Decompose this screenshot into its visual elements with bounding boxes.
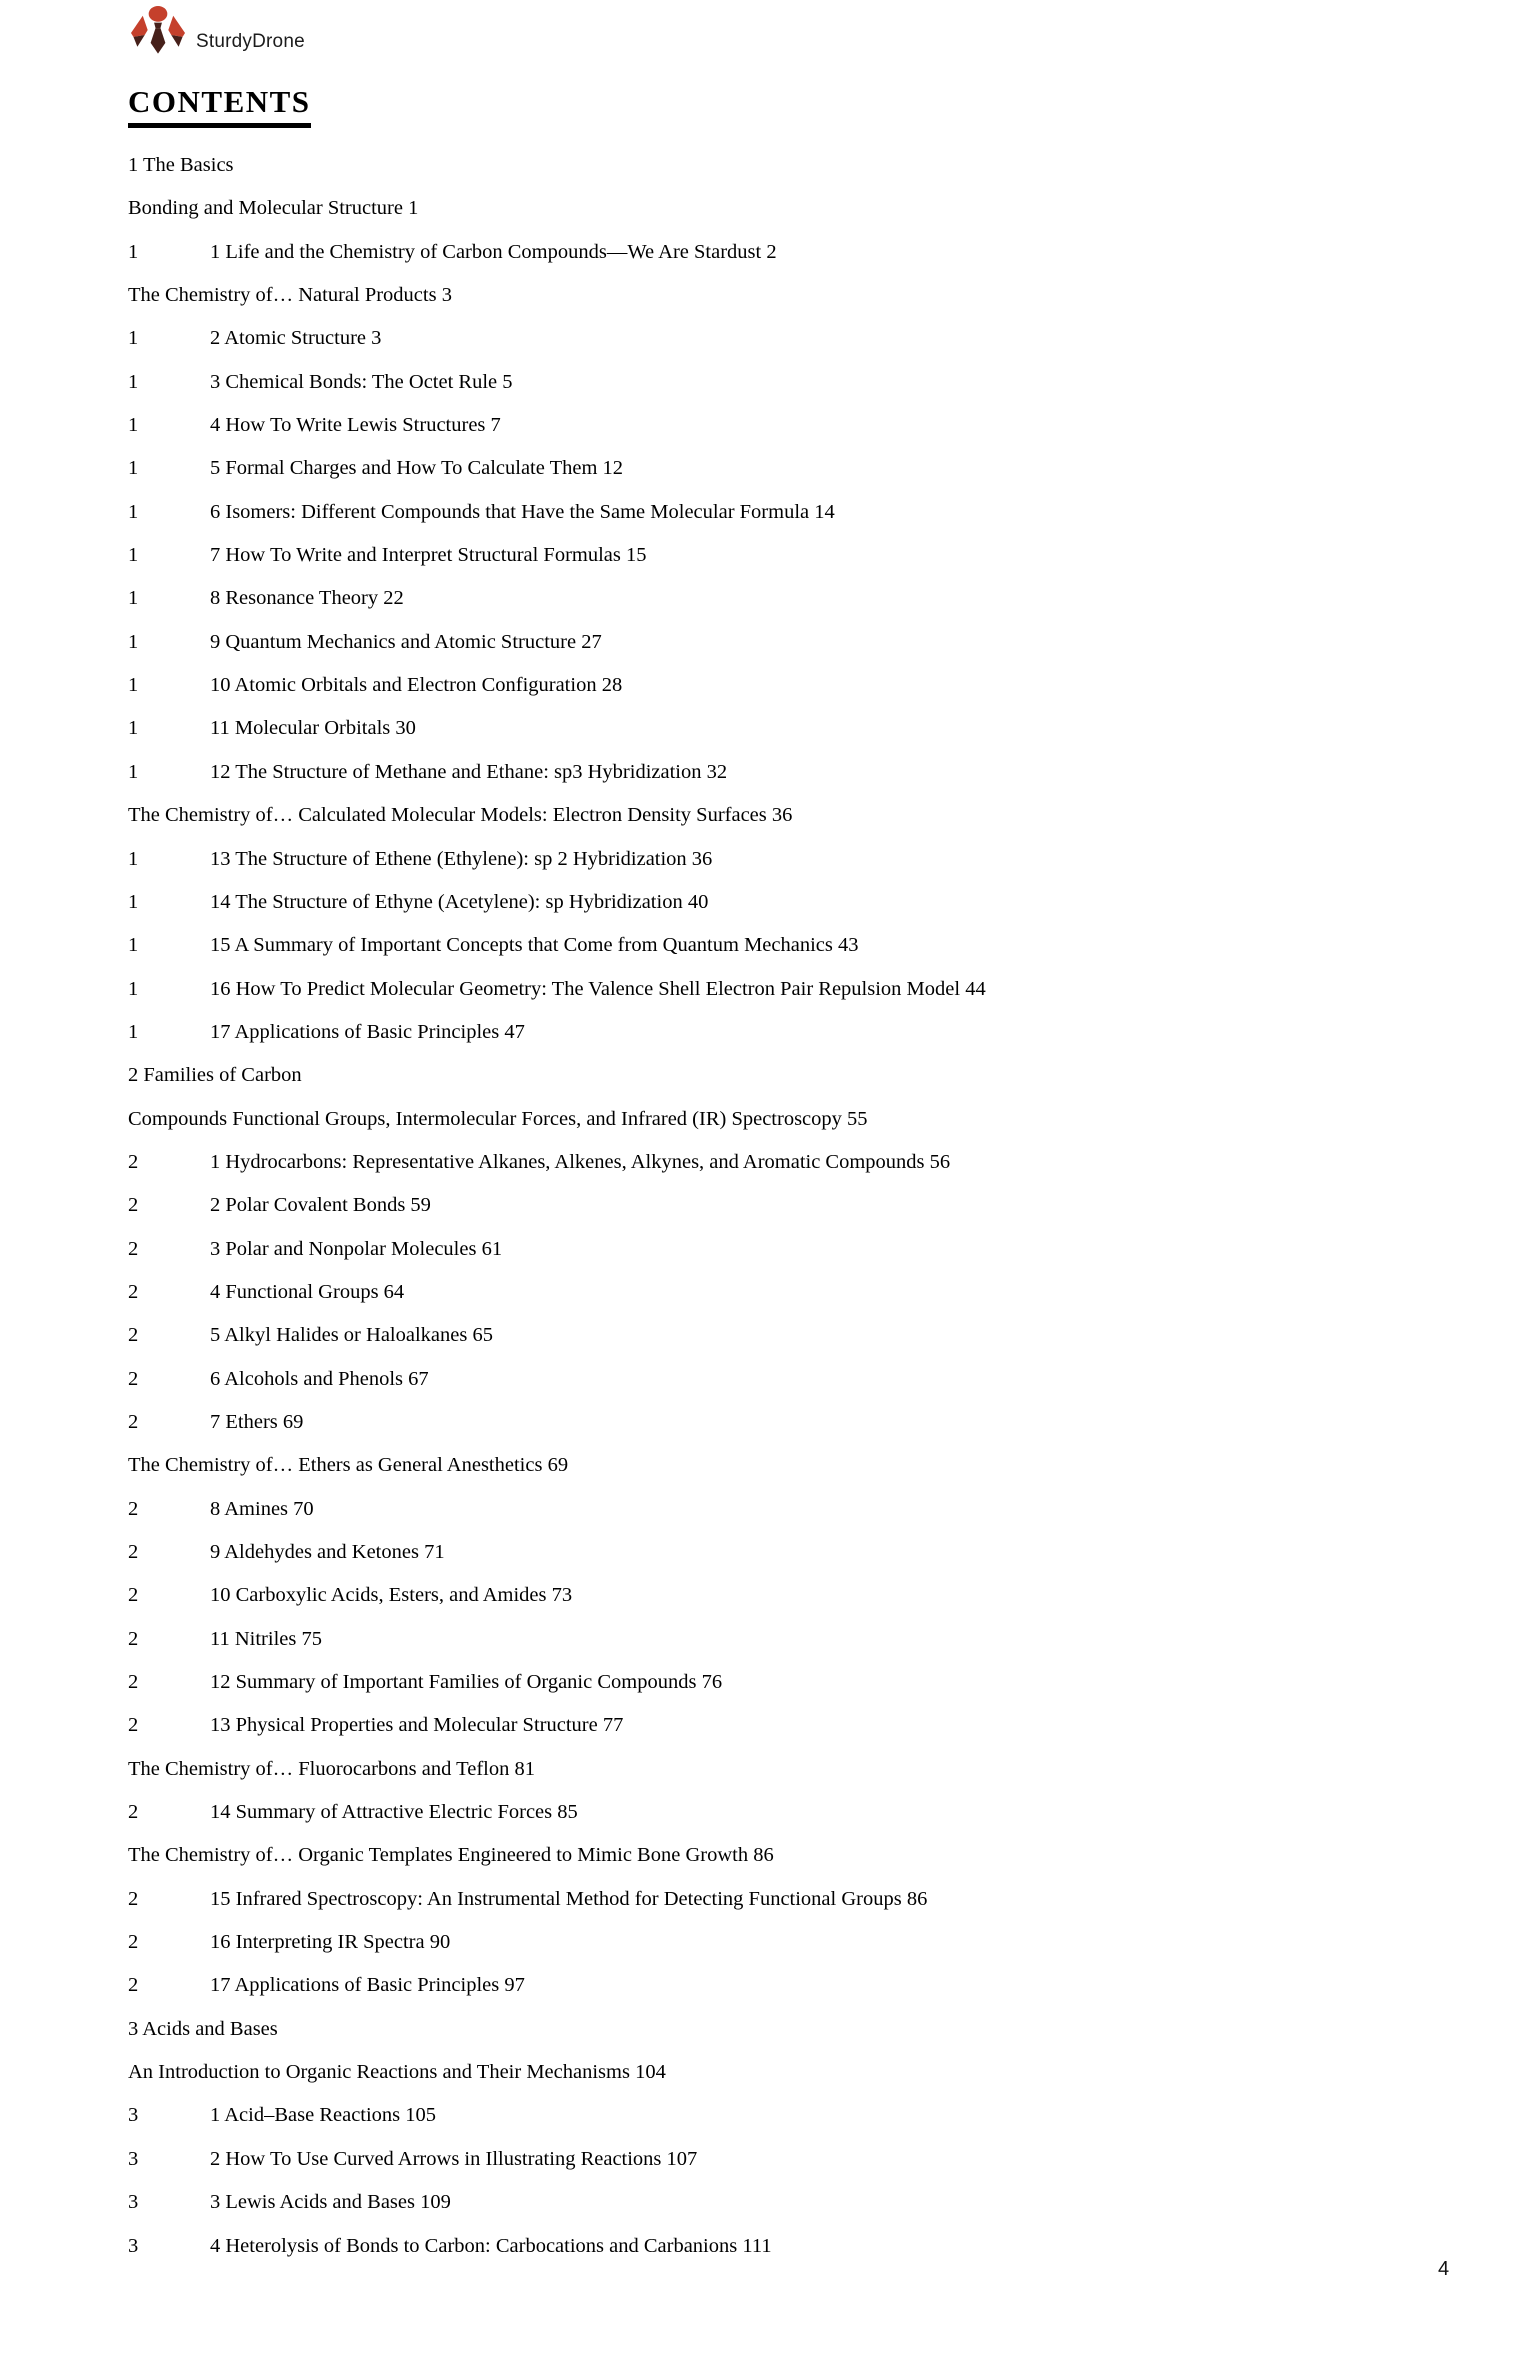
toc-entry-text: 8 Amines 70 xyxy=(210,1497,314,1520)
toc-entry-chapter: 2 xyxy=(128,1150,139,1173)
toc-entry xyxy=(128,317,1488,360)
toc-entry xyxy=(128,1184,1488,1227)
toc-entry xyxy=(128,1228,1488,1271)
toc-entry-text: 17 Applications of Basic Principles 47 xyxy=(210,1020,525,1043)
toc-entry-text: 8 Resonance Theory 22 xyxy=(210,587,404,610)
toc-entry xyxy=(128,447,1488,490)
toc-entry xyxy=(128,968,1488,1011)
toc-entry xyxy=(128,838,1488,881)
toc-entry-chapter: 1 xyxy=(128,587,139,610)
toc-entry-text: 3 Chemical Bonds: The Octet Rule 5 xyxy=(210,370,513,393)
toc-entry-text: The Chemistry of… Natural Products 3 xyxy=(128,284,452,307)
toc-entry-text: 14 Summary of Attractive Electric Forces 85 xyxy=(210,1801,578,1824)
toc-entry-chapter: 3 xyxy=(128,2104,139,2127)
toc-entry xyxy=(128,187,1488,230)
toc-entry xyxy=(128,1921,1488,1964)
toc-entry xyxy=(128,231,1488,274)
toc-entry-text: Bonding and Molecular Structure 1 xyxy=(128,197,419,220)
toc-entry-text: 3 Acids and Bases xyxy=(128,2017,278,2040)
toc-entry-text: 11 Nitriles 75 xyxy=(210,1627,322,1650)
toc-entry-text: An Introduction to Organic Reactions and Their Mechanisms 104 xyxy=(128,2061,666,2084)
toc-entry-chapter: 1 xyxy=(128,500,139,523)
toc-entry xyxy=(128,2225,1488,2268)
toc-entry-text: 2 Polar Covalent Bonds 59 xyxy=(210,1194,431,1217)
toc-entry-chapter: 1 xyxy=(128,890,139,913)
toc-entry xyxy=(128,2138,1488,2181)
toc-entry-chapter: 3 xyxy=(128,2147,139,2170)
toc-entry-chapter: 1 xyxy=(128,977,139,1000)
toc-entry xyxy=(128,2094,1488,2137)
toc-entry-text: 1 Hydrocarbons: Representative Alkanes, Alkenes, Alkynes, and Aromatic Compounds 56 xyxy=(210,1150,951,1173)
toc-entry xyxy=(128,794,1488,837)
brand-header xyxy=(130,4,305,62)
toc-entry xyxy=(128,2181,1488,2224)
toc-entry xyxy=(128,577,1488,620)
toc-entry-text: 15 Infrared Spectroscopy: An Instrumental Method for Detecting Functional Groups 86 xyxy=(210,1887,928,1910)
toc-entry-text: 16 Interpreting IR Spectra 90 xyxy=(210,1931,451,1954)
toc-entry-chapter: 2 xyxy=(128,1194,139,1217)
toc-entry-chapter: 2 xyxy=(128,1541,139,1563)
toc-entry xyxy=(128,621,1488,664)
toc-entry xyxy=(128,144,1488,187)
toc-entry xyxy=(128,1531,1488,1574)
toc-entry xyxy=(128,2051,1488,2094)
toc-entry-chapter: 2 xyxy=(128,1584,139,1607)
toc-entry-chapter: 3 xyxy=(128,2191,139,2214)
toc-entry xyxy=(128,1964,1488,2007)
toc-entry xyxy=(128,1878,1488,1921)
toc-entry-text: 4 Heterolysis of Bonds to Carbon: Carbocations and Carbanions 111 xyxy=(210,2234,772,2257)
toc-entry xyxy=(128,881,1488,924)
toc-entry-text: The Chemistry of… Organic Templates Engineered to Mimic Bone Growth 86 xyxy=(128,1844,774,1867)
toc-entry xyxy=(128,491,1488,534)
toc-entry-chapter: 1 xyxy=(128,370,139,393)
toc-entry-chapter: 3 xyxy=(128,2234,139,2257)
toc-entry-chapter: 2 xyxy=(128,1714,139,1737)
toc-entry xyxy=(128,707,1488,750)
toc-entry-chapter: 2 xyxy=(128,1801,139,1824)
toc-entry-text: 10 Carboxylic Acids, Esters, and Amides 73 xyxy=(210,1584,573,1607)
toc-entry-chapter: 2 xyxy=(128,1367,139,1390)
toc-entry-text: 7 Ethers 69 xyxy=(210,1410,304,1433)
brand-name: SturdyDrone xyxy=(196,31,305,52)
toc-entry xyxy=(128,924,1488,967)
sturdydrone-logo-icon xyxy=(130,4,186,62)
table-of-contents xyxy=(128,144,1488,2268)
toc-entry-text: 14 The Structure of Ethyne (Acetylene): sp Hybridization 40 xyxy=(210,890,709,913)
toc-entry-chapter: 1 xyxy=(128,630,139,653)
toc-entry-text: 1 Acid–Base Reactions 105 xyxy=(210,2104,437,2127)
toc-entry-chapter: 2 xyxy=(128,1931,139,1954)
toc-entry-text: 17 Applications of Basic Principles 97 xyxy=(210,1974,525,1997)
toc-entry-chapter: 2 xyxy=(128,1237,139,1260)
toc-entry xyxy=(128,1661,1488,1704)
toc-entry-chapter: 1 xyxy=(128,327,139,350)
toc-entry-chapter: 2 xyxy=(128,1324,139,1347)
toc-entry xyxy=(128,534,1488,577)
toc-entry-text: 6 Isomers: Different Compounds that Have the Same Molecular Formula 14 xyxy=(210,500,835,523)
toc-entry-chapter: 2 xyxy=(128,1887,139,1910)
toc-entry-text: 1 The Basics xyxy=(128,154,234,176)
toc-entry-text: 9 Quantum Mechanics and Atomic Structure 27 xyxy=(210,630,602,653)
toc-entry-text: 3 Lewis Acids and Bases 109 xyxy=(210,2191,451,2214)
toc-entry xyxy=(128,1748,1488,1791)
toc-entry-chapter: 2 xyxy=(128,1280,139,1303)
toc-entry-chapter: 1 xyxy=(128,760,139,783)
toc-entry-chapter: 1 xyxy=(128,934,139,957)
toc-entry xyxy=(128,274,1488,317)
toc-entry-text: 12 Summary of Important Families of Organic Compounds 76 xyxy=(210,1671,723,1694)
toc-entry xyxy=(128,1054,1488,1097)
toc-entry-text: 2 Atomic Structure 3 xyxy=(210,327,382,350)
toc-entry-text: 10 Atomic Orbitals and Electron Configuration 28 xyxy=(210,674,623,697)
toc-entry-text: The Chemistry of… Calculated Molecular Models: Electron Density Surfaces 36 xyxy=(128,804,793,827)
toc-entry-text: Compounds Functional Groups, Intermolecular Forces, and Infrared (IR) Spectroscopy 55 xyxy=(128,1107,868,1130)
toc-entry-text: The Chemistry of… Fluorocarbons and Teflon 81 xyxy=(128,1757,535,1780)
toc-entry xyxy=(128,1618,1488,1661)
toc-entry-text: 4 Functional Groups 64 xyxy=(210,1280,405,1303)
toc-entry xyxy=(128,1011,1488,1054)
toc-entry-chapter: 1 xyxy=(128,847,139,870)
toc-entry-chapter: 1 xyxy=(128,717,139,740)
toc-entry-text: 7 How To Write and Interpret Structural Formulas 15 xyxy=(210,544,647,567)
toc-entry xyxy=(128,1574,1488,1617)
toc-entry xyxy=(128,1141,1488,1184)
toc-entry xyxy=(128,2008,1488,2051)
toc-entry xyxy=(128,1358,1488,1401)
toc-entry-text: 15 A Summary of Important Concepts that Come from Quantum Mechanics 43 xyxy=(210,934,859,957)
toc-entry-text: 13 The Structure of Ethene (Ethylene): sp 2 Hybridization 36 xyxy=(210,847,713,870)
toc-entry xyxy=(128,751,1488,794)
page-title: CONTENTS xyxy=(128,84,311,128)
toc-entry-chapter: 1 xyxy=(128,457,139,480)
toc-entry-chapter: 1 xyxy=(128,544,139,567)
toc-entry xyxy=(128,1098,1488,1141)
toc-entry xyxy=(128,404,1488,447)
toc-entry-text: 5 Formal Charges and How To Calculate Them 12 xyxy=(210,457,624,480)
toc-entry-chapter: 2 xyxy=(128,1410,139,1433)
toc-entry-chapter: 2 xyxy=(128,1974,139,1997)
toc-entry-chapter: 1 xyxy=(128,240,139,263)
toc-entry-text: 13 Physical Properties and Molecular Structure 77 xyxy=(210,1714,624,1737)
toc-entry xyxy=(128,1791,1488,1834)
toc-entry xyxy=(128,1704,1488,1747)
toc-entry-text: 12 The Structure of Methane and Ethane: sp3 Hybridization 32 xyxy=(210,760,728,783)
toc-entry xyxy=(128,361,1488,404)
toc-entry-text: 11 Molecular Orbitals 30 xyxy=(210,717,416,740)
toc-entry-text: 2 Families of Carbon xyxy=(128,1064,302,1087)
toc-entry xyxy=(128,1401,1488,1444)
toc-entry-text: 2 How To Use Curved Arrows in Illustrating Reactions 107 xyxy=(210,2147,698,2170)
page-number: 4 xyxy=(1438,2258,1450,2280)
toc-entry-chapter: 1 xyxy=(128,1020,139,1043)
toc-entry-text: 3 Polar and Nonpolar Molecules 61 xyxy=(210,1237,503,1260)
toc-entry-text: 16 How To Predict Molecular Geometry: The Valence Shell Electron Pair Repulsion Model 44 xyxy=(210,977,986,1000)
toc-entry-text: 6 Alcohols and Phenols 67 xyxy=(210,1367,429,1390)
toc-entry-chapter: 2 xyxy=(128,1497,139,1520)
toc-entry-text: 1 Life and the Chemistry of Carbon Compounds—We Are Stardust 2 xyxy=(210,240,777,263)
toc-entry xyxy=(128,1444,1488,1487)
toc-entry-text: The Chemistry of… Ethers as General Anesthetics 69 xyxy=(128,1454,569,1477)
toc-entry xyxy=(128,1834,1488,1877)
toc-entry xyxy=(128,1488,1488,1531)
toc-entry-chapter: 2 xyxy=(128,1671,139,1694)
toc-entry-text: 5 Alkyl Halides or Haloalkanes 65 xyxy=(210,1324,493,1347)
toc-entry-chapter: 1 xyxy=(128,674,139,697)
toc-entry-chapter: 2 xyxy=(128,1627,139,1650)
toc-entry-text: 4 How To Write Lewis Structures 7 xyxy=(210,414,501,437)
toc-entry xyxy=(128,1271,1488,1314)
toc-entry-chapter: 1 xyxy=(128,414,139,437)
toc-entry xyxy=(128,664,1488,707)
toc-entry-text: 9 Aldehydes and Ketones 71 xyxy=(210,1541,445,1563)
toc-entry xyxy=(128,1314,1488,1357)
